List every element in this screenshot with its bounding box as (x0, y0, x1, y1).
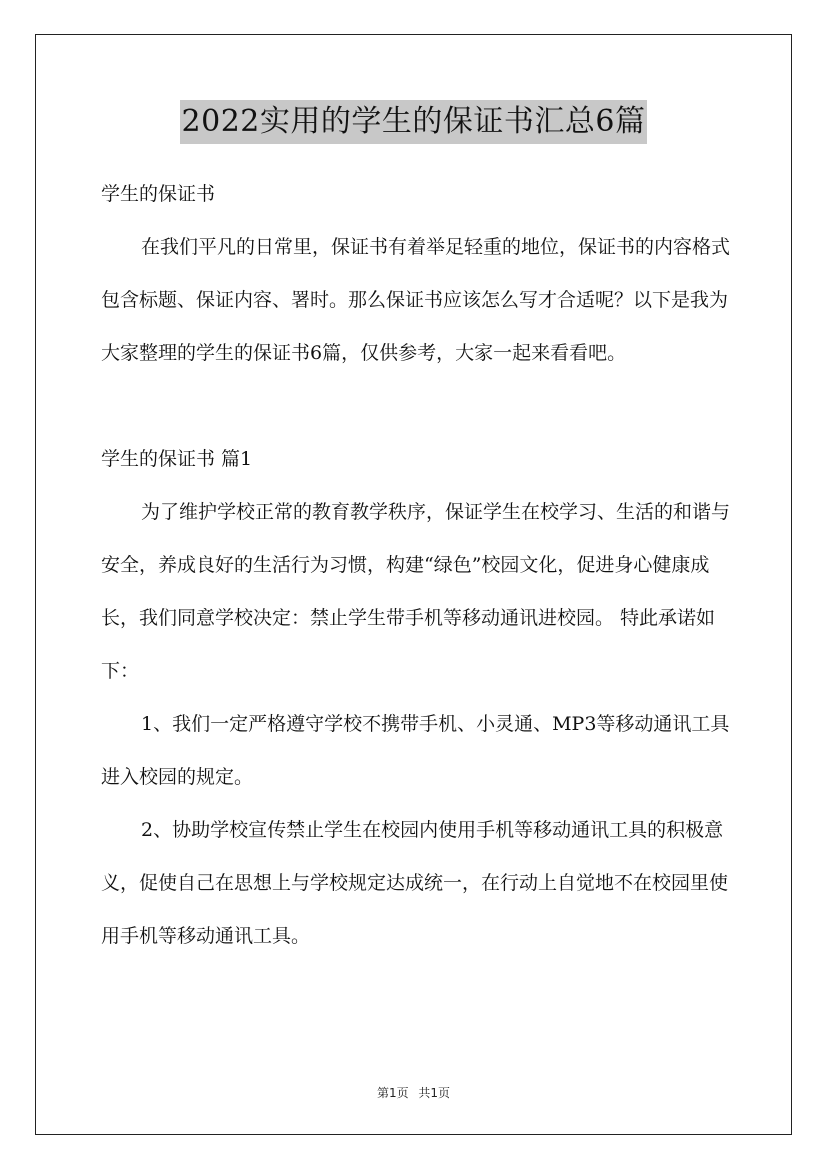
body-paragraph-1: 为了维护学校正常的教育教学秩序，保证学生在校学习、生活的和谐与安全，养成良好的生活行为习惯，构建“绿色”校园文化，促进身心健康成长，我们同意学校决定：禁止学生带手机等移动通讯进校园。 特此承诺如下： (101, 501, 731, 682)
body-paragraph-3: 2、协助学校宣传禁止学生在校园内使用手机等移动通讯工具的积极意义，促使自己在思想上与学校规定达成统一，在行动上自觉地不在校园里使用手机等移动通讯工具。 (101, 819, 729, 947)
page-total: 共1页 (418, 1086, 451, 1100)
page-footer (0, 1084, 827, 1101)
intro-paragraph: 在我们平凡的日常里，保证书有着举足轻重的地位，保证书的内容格式包含标题、保证内容、署时。那么保证书应该怎么写才合适呢？以下是我为大家整理的学生的保证书6篇，仅供参考，大家一起来看看吧。 (101, 236, 731, 364)
document-body (101, 168, 731, 963)
document-title: 2022实用的学生的保证书汇总6篇 (180, 100, 648, 144)
page-number: 第1页 (376, 1086, 409, 1100)
subtitle: 学生的保证书 (101, 183, 216, 205)
body-paragraph-2: 1、我们一定严格遵守学校不携带手机、小灵通、MP3等移动通讯工具进入校园的规定。 (101, 713, 730, 788)
section-heading: 学生的保证书 篇1 (101, 448, 253, 470)
title-container (0, 100, 827, 144)
section-gap (101, 380, 731, 433)
